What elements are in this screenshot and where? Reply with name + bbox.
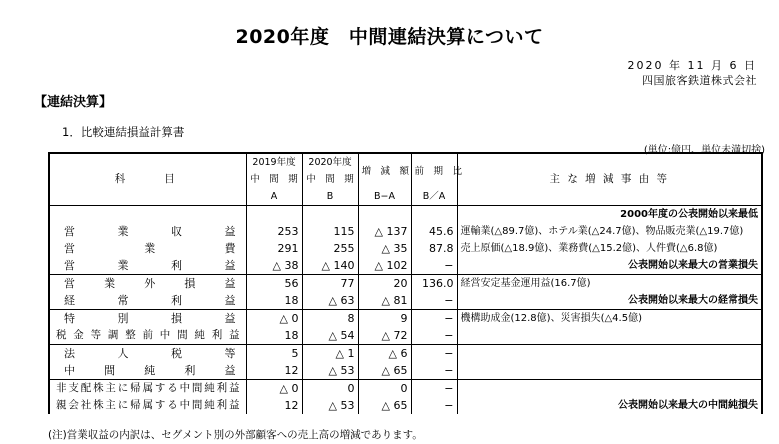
row-value-ratio: − (411, 397, 457, 414)
row-item-label (49, 206, 246, 224)
row-value-ratio: − (411, 380, 457, 398)
row-value-prior: 253 (246, 223, 302, 240)
row-value-current: △ 53 (302, 362, 358, 380)
income-statement-table (48, 152, 763, 414)
header-a-period: 中 間 期 (246, 171, 302, 188)
row-note: 経営安定基金運用益(16.7億) (457, 275, 762, 293)
row-note: 売上原価(△18.9億)、業務費(△15.2億)、人件費(△6.8億) (457, 240, 762, 257)
row-value-ratio: 45.6 (411, 223, 457, 240)
row-note (457, 380, 762, 398)
row-value-current (302, 206, 358, 224)
row-note: 公表開始以来最大の中間純損失 (457, 397, 762, 414)
row-value-prior (246, 206, 302, 224)
row-value-ratio: − (411, 257, 457, 275)
table-row (49, 310, 762, 328)
company-name: 四国旅客鉄道株式会社 (642, 74, 757, 87)
row-note (457, 362, 762, 380)
row-value-current: △ 63 (302, 292, 358, 310)
row-note: 機構助成金(12.8億)、災害損失(△4.5億) (457, 310, 762, 328)
row-item-label: 法人税等 (49, 345, 246, 363)
row-value-current: 8 (302, 310, 358, 328)
table-row (49, 223, 762, 240)
footnote: (注)営業収益の内訳は、セグメント別の外部顧客への売上高の増減であります。 (48, 429, 423, 441)
row-item-label: 営業費 (64, 242, 236, 255)
row-value-current: △ 1 (302, 345, 358, 363)
row-item-label: 中間純利益 (64, 364, 236, 377)
row-value-diff: △ 81 (358, 292, 411, 310)
row-value-prior: 12 (246, 397, 302, 414)
row-value-prior: △ 0 (246, 310, 302, 328)
row-value-diff: △ 72 (358, 327, 411, 345)
row-value-ratio: 87.8 (411, 240, 457, 257)
header-item: 科 目 (49, 153, 246, 206)
row-value-ratio (411, 206, 457, 224)
row-value-current: △ 54 (302, 327, 358, 345)
row-item-label: 税金等調整前中間純利益 (56, 329, 240, 341)
header-ratio-formula: B／A (411, 188, 457, 206)
row-value-current: △ 140 (302, 257, 358, 275)
row-value-diff: △ 102 (358, 257, 411, 275)
report-date: 2020 年 11 月 6 日 (627, 59, 757, 72)
row-value-prior: 56 (246, 275, 302, 293)
table-row (49, 397, 762, 414)
page-title: 2020年度 中間連結決算について (235, 26, 544, 48)
table-row (49, 257, 762, 275)
row-item-label: 営業利益 (64, 259, 236, 272)
header-b-year: 2020年度 (302, 153, 358, 171)
table-row (49, 240, 762, 257)
row-note (457, 327, 762, 345)
row-value-current: 255 (302, 240, 358, 257)
header-diff-formula: B−A (358, 188, 411, 206)
row-value-diff: △ 65 (358, 362, 411, 380)
header-row-1 (49, 153, 762, 171)
section-heading: 【連結決算】 (34, 95, 113, 110)
row-value-ratio: 136.0 (411, 275, 457, 293)
row-value-prior: △ 38 (246, 257, 302, 275)
row-value-ratio: − (411, 310, 457, 328)
row-value-prior: 291 (246, 240, 302, 257)
row-item-label: 営業収益 (64, 225, 236, 238)
header-a-year: 2019年度 (246, 153, 302, 171)
row-item-label: 経常利益 (64, 294, 236, 307)
row-value-current: 77 (302, 275, 358, 293)
header-b-period: 中 間 期 (302, 171, 358, 188)
row-note: 公表開始以来最大の営業損失 (457, 257, 762, 275)
row-value-diff: 0 (358, 380, 411, 398)
row-value-prior: 18 (246, 327, 302, 345)
row-value-prior: 18 (246, 292, 302, 310)
row-item-label: 特別損益 (49, 310, 246, 328)
header-diff: 増 減 額 (358, 153, 411, 188)
header-b-label: B (302, 188, 358, 206)
row-value-ratio: − (411, 292, 457, 310)
row-value-diff: 20 (358, 275, 411, 293)
unit-note: (単位:億円、単位未満切捨) (643, 145, 765, 156)
row-value-diff (358, 206, 411, 224)
row-value-diff: 9 (358, 310, 411, 328)
row-value-prior: 12 (246, 362, 302, 380)
table-row (49, 292, 762, 310)
row-value-prior: 5 (246, 345, 302, 363)
table-row (49, 327, 762, 345)
row-value-diff: △ 35 (358, 240, 411, 257)
table-row (49, 380, 762, 398)
header-ratio: 前 期 比 (411, 153, 457, 188)
row-note: 公表開始以来最大の経常損失 (457, 292, 762, 310)
table-row (49, 275, 762, 293)
row-value-current: △ 53 (302, 397, 358, 414)
header-a-label: A (246, 188, 302, 206)
row-note: 2000年度の公表開始以来最低 (457, 206, 762, 224)
row-note: 運輸業(△89.7億)、ホテル業(△24.7億)、物品販売業(△19.7億) (457, 223, 762, 240)
row-value-ratio: − (411, 327, 457, 345)
table-row (49, 206, 762, 224)
row-value-ratio: − (411, 345, 457, 363)
row-value-diff: △ 137 (358, 223, 411, 240)
row-value-diff: △ 65 (358, 397, 411, 414)
row-value-ratio: − (411, 362, 457, 380)
row-value-current: 0 (302, 380, 358, 398)
row-note (457, 345, 762, 363)
row-item-label: 営業外損益 (49, 275, 246, 293)
table-row (49, 345, 762, 363)
table-row (49, 362, 762, 380)
row-value-prior: △ 0 (246, 380, 302, 398)
row-item-label: 親会社株主に帰属する中間純利益 (56, 399, 240, 411)
row-value-current: 115 (302, 223, 358, 240)
row-value-diff: △ 6 (358, 345, 411, 363)
row-item-label: 非支配株主に帰属する中間純利益 (49, 380, 246, 398)
header-note: 主 な 増 減 事 由 等 (457, 153, 762, 206)
subsection-heading: 1．比較連結損益計算書 (62, 125, 185, 139)
